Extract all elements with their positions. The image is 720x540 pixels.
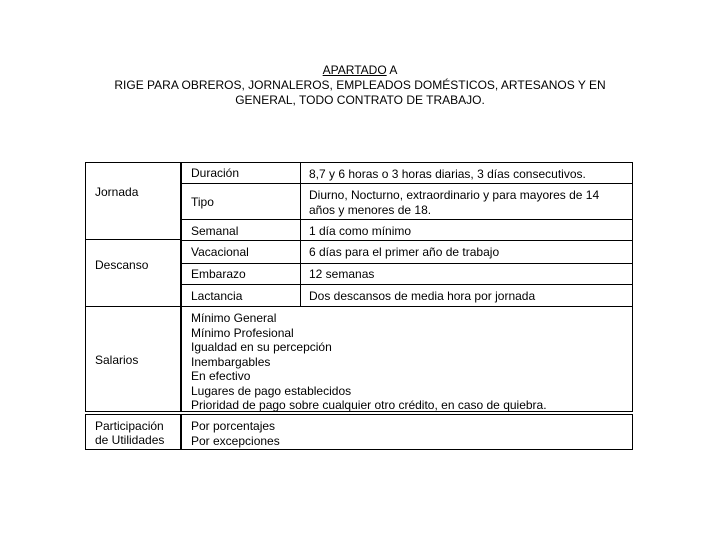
row-label-duracion	[181, 162, 301, 184]
salarios-items	[191, 311, 631, 413]
salarios-item: En efectivo	[191, 369, 251, 383]
label-embarazo: Embarazo	[191, 267, 246, 281]
row-label-tipo	[181, 183, 301, 220]
label-semanal: Semanal	[191, 224, 239, 238]
category-participacion-line-1: Participación	[95, 419, 164, 433]
salarios-item: Lugares de pago establecidos	[191, 383, 352, 398]
row-label-embarazo	[181, 263, 301, 285]
row-value-tipo	[300, 183, 633, 220]
salarios-item: Mínimo Profesional	[191, 325, 294, 340]
salarios-item: Inembargables	[191, 354, 271, 369]
row-value-lactancia	[300, 284, 633, 307]
category-participacion-line-2: de Utilidades	[95, 433, 165, 447]
value-duracion: 8,7 y 6 horas o 3 horas diarias, 3 días consecutivos.	[309, 167, 586, 181]
title-suffix: A	[386, 63, 398, 77]
category-jornada: Jornada	[95, 185, 139, 199]
document-header	[0, 63, 720, 108]
category-cell-participacion	[85, 414, 181, 450]
category-salarios: Salarios	[95, 353, 139, 367]
label-duracion: Duración	[191, 166, 240, 180]
row-label-vacacional	[181, 240, 301, 264]
category-descanso: Descanso	[95, 258, 149, 272]
row-label-semanal	[181, 219, 301, 241]
category-cell-jornada	[85, 162, 181, 240]
value-embarazo: 12 semanas	[309, 267, 375, 281]
title-underlined: APARTADO	[322, 63, 387, 77]
salarios-item: Igualdad en su percepción	[191, 340, 332, 354]
header-title	[0, 63, 720, 78]
category-cell-descanso	[85, 239, 181, 307]
value-tipo-line-1: Diurno, Nocturno, extraordinario y para mayores de 14	[309, 188, 600, 202]
salarios-item: Mínimo General	[191, 311, 277, 325]
label-lactancia: Lactancia	[191, 289, 243, 303]
value-semanal: 1 día como mínimo	[309, 224, 412, 238]
label-tipo: Tipo	[191, 195, 214, 209]
value-vacacional: 6 días para el primer año de trabajo	[309, 245, 500, 259]
participacion-list	[181, 414, 633, 450]
participacion-item: Por excepciones	[191, 433, 280, 448]
row-value-vacacional	[300, 240, 633, 264]
salarios-item: Prioridad de pago sobre cualquier otro crédito, en caso de quiebra.	[191, 398, 547, 412]
label-vacacional: Vacacional	[191, 245, 249, 259]
participacion-items	[191, 419, 631, 448]
value-lactancia: Dos descansos de media hora por jornada	[309, 289, 536, 303]
salarios-list	[181, 306, 633, 412]
row-value-embarazo	[300, 263, 633, 285]
header-line-3: GENERAL, TODO CONTRATO DE TRABAJO.	[235, 93, 485, 107]
row-value-duracion	[300, 162, 633, 184]
participacion-item: Por porcentajes	[191, 419, 276, 433]
row-label-lactancia	[181, 284, 301, 307]
category-cell-salarios	[85, 306, 181, 412]
value-tipo-line-2: años y menores de 18.	[309, 203, 432, 217]
header-line-2: RIGE PARA OBREROS, JORNALEROS, EMPLEADOS DOMÉSTICOS, ARTESANOS Y EN	[114, 78, 606, 92]
row-value-semanal	[300, 219, 633, 241]
